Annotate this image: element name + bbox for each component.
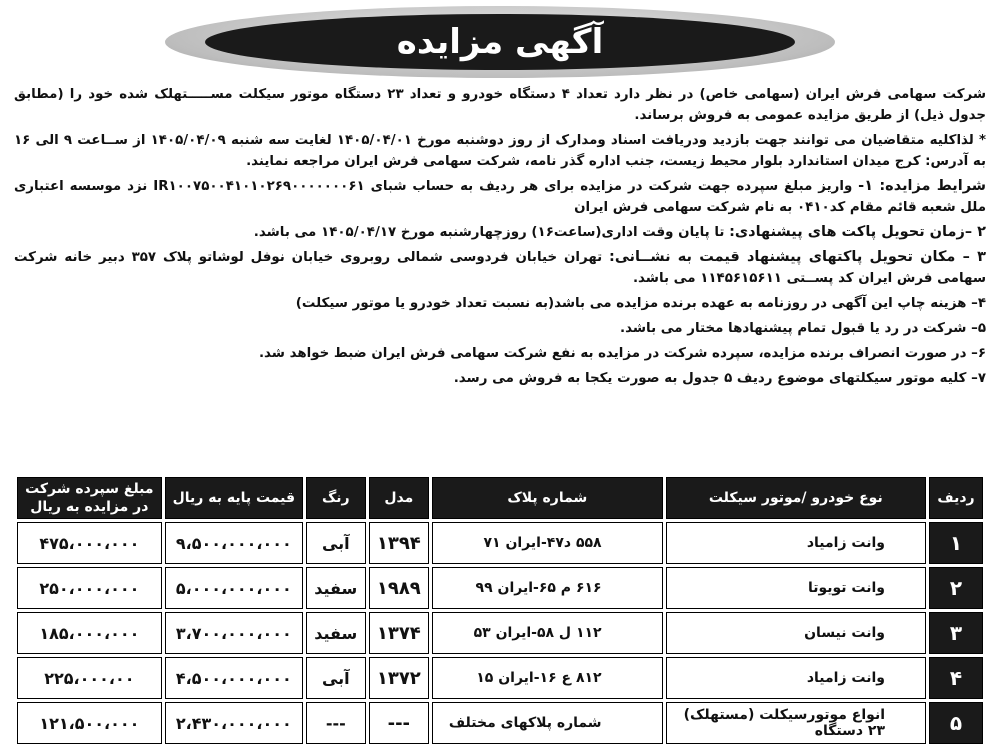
condition-3-lead: ۳ – مکان تحویل پاکتهای پیشنهاد قیمت به نشــانی: (609, 249, 986, 265)
condition-7: ۷– کلیه موتور سیکلتهای موضوع ردیف ۵ جدول به صورت یکجا به فروش می رسد. (453, 371, 986, 386)
page-title: آگهی مزایده (396, 22, 604, 62)
condition-2-lead: ۲ –زمان تحویل پاکت های پیشنهادی: (729, 224, 986, 240)
condition-2-text: تا پایان وقت اداری(ساعت۱۶) روزچهارشنبه مورخ ۱۴۰۵/۰۴/۱۷ می باشد. (253, 225, 730, 240)
deposit-amount: ۲۵۰،۰۰۰،۰۰۰ (17, 567, 162, 609)
deposit-amount: ۱۸۵،۰۰۰،۰۰۰ (17, 612, 162, 654)
model-year: ۱۳۹۴ (369, 522, 430, 564)
vehicle-type (666, 702, 926, 744)
vehicle-type-line1: انواع موتورسیکلت (مستهلک) (683, 707, 885, 723)
condition-3-text: تهران خیابان فردوسی شمالی روبروی خیابان نوفل لوشاتو پلاک ۳۵۷ دبیر خانه شرکت سهامی فرش ایران کد پســتی ۱۱۴۵۶۱۵۶۱۱ می باشد. (14, 250, 986, 286)
header-plate: شماره پلاک (432, 477, 663, 519)
table-row (17, 657, 983, 699)
condition-3 (14, 247, 986, 289)
model-year: --- (369, 702, 430, 744)
deposit-amount: ۴۷۵،۰۰۰،۰۰۰ (17, 522, 162, 564)
row-number: ۱ (929, 522, 983, 564)
vehicle-type: وانت تویوتا (666, 567, 926, 609)
plate-number: ۶۱۶ م ۶۵-ایران ۹۹ (432, 567, 663, 609)
condition-1-lead: شرایط مزایده: ۱- (858, 178, 986, 194)
header-vehicle-type: نوع خودرو /موتور سیکلت (666, 477, 926, 519)
title-banner (205, 14, 795, 70)
announcement-body (14, 84, 986, 393)
row-number: ۳ (929, 612, 983, 654)
vehicle-color: آبی (306, 522, 366, 564)
condition-1 (14, 176, 986, 218)
table-row (17, 522, 983, 564)
base-price: ۲،۴۳۰،۰۰۰،۰۰۰ (165, 702, 303, 744)
model-year: ۱۳۷۲ (369, 657, 430, 699)
vehicle-type: وانت زامیاد (666, 657, 926, 699)
visit-note: * لذاکلیه متقاضیان می توانند جهت بازدید ودریافت اسناد ومدارک از روز دوشنبه مورخ ۱۴۰۵/۰۴/۰۱ لغایت سه شنبه ۱۴۰۵/۰۴/۰۹ از ســاعت ۹ الی ۱۶ به آدرس: کرج میدان استاندارد بلوار محیط زیست، جنب اداره گذر نامه، شرکت سهامی فرش ایران مراجعه نمایند. (14, 133, 986, 169)
model-year: ۱۹۸۹ (369, 567, 430, 609)
vehicle-color: آبی (306, 657, 366, 699)
deposit-amount: ۲۲۵،۰۰۰،۰۰ (17, 657, 162, 699)
vehicle-type: وانت زامیاد (666, 522, 926, 564)
vehicle-type: وانت نیسان (666, 612, 926, 654)
table-row (17, 702, 983, 744)
header-row-no: ردیف (929, 477, 983, 519)
base-price: ۵،۰۰۰،۰۰۰،۰۰۰ (165, 567, 303, 609)
row-number: ۵ (929, 702, 983, 744)
base-price: ۴،۵۰۰،۰۰۰،۰۰۰ (165, 657, 303, 699)
vehicle-color: سفید (306, 612, 366, 654)
base-price: ۳،۷۰۰،۰۰۰،۰۰۰ (165, 612, 303, 654)
row-number: ۲ (929, 567, 983, 609)
deposit-amount: ۱۲۱،۵۰۰،۰۰۰ (17, 702, 162, 744)
condition-1-text: واریز مبلغ سپرده جهت شرکت در مزایده برای هر ردیف به حساب شبای IR۱۰۰۷۵۰۰۴۱۰۱۰۲۶۹۰۰۰۰۰۰۰۶۱ نزد موسسه اعتباری ملل شعبه قائم مقام کد۰۴۱۰ به نام شرکت سهامی فرش ایران (14, 179, 986, 215)
vehicle-color: --- (306, 702, 366, 744)
auction-table (14, 474, 986, 747)
plate-number: ۵۵۸ د۴۷-ایران ۷۱ (432, 522, 663, 564)
condition-5: ۵– شرکت در رد یا قبول تمام پیشنهادها مختار می باشد. (620, 321, 986, 336)
row-number: ۴ (929, 657, 983, 699)
plate-number: ۱۱۲ ل ۵۸-ایران ۵۳ (432, 612, 663, 654)
header-deposit (17, 477, 162, 519)
vehicle-type-line2: ۲۳ دستگاه (814, 723, 885, 739)
table-header-row (17, 477, 983, 519)
vehicle-color: سفید (306, 567, 366, 609)
model-year: ۱۳۷۴ (369, 612, 430, 654)
header-color: رنگ (306, 477, 366, 519)
plate-number: ۸۱۲ ع ۱۶-ایران ۱۵ (432, 657, 663, 699)
header-deposit-line1: مبلغ سپرده شرکت (25, 481, 154, 497)
header-deposit-line2: در مزایده به ریال (30, 499, 149, 515)
table-row (17, 567, 983, 609)
condition-2 (14, 222, 986, 243)
condition-6: ۶– در صورت انصراف برنده مزایده، سپرده شرکت در مزایده به نفع شرکت سهامی فرش ایران ضبط خواهد شد. (258, 346, 986, 361)
header-model: مدل (369, 477, 430, 519)
plate-number: شماره پلاکهای مختلف (432, 702, 663, 744)
condition-4: ۴– هزینه چاپ این آگهی در روزنامه به عهده برنده مزایده می باشد(به نسبت تعداد خودرو یا موتور سیکلت) (295, 296, 986, 311)
base-price: ۹،۵۰۰،۰۰۰،۰۰۰ (165, 522, 303, 564)
header-base-price: قیمت پایه به ریال (165, 477, 303, 519)
table-row (17, 612, 983, 654)
intro-paragraph: شرکت سهامی فرش ایران (سهامی خاص) در نظر دارد تعداد ۴ دستگاه خودرو و تعداد ۲۳ دستگاه موتور سیکلت مســـــتهلک شده خود را (مطابق جدول ذیل) از طریق مزایده عمومی به فروش برساند. (14, 87, 987, 123)
